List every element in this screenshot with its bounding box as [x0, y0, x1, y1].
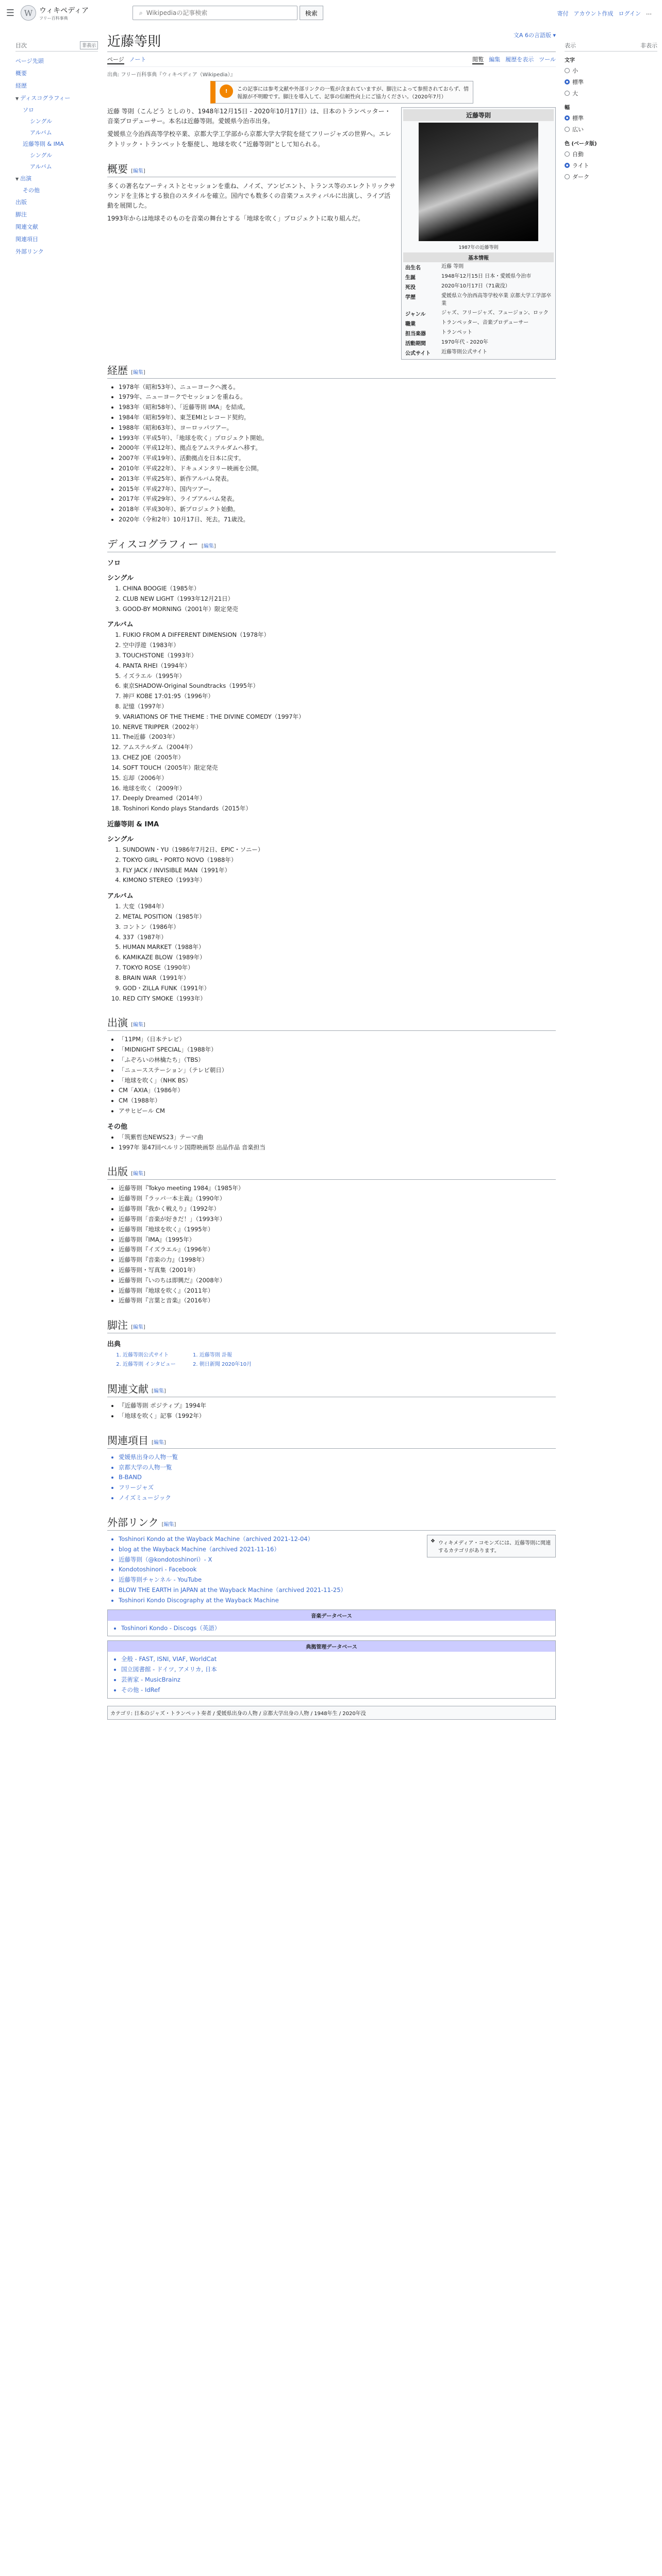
- appearance-item: • アサヒビール CM: [119, 1107, 556, 1116]
- external-link[interactable]: • blog at the Wayback Machine（archived 2021-11-16）: [119, 1545, 418, 1554]
- edit-link[interactable]: 編集: [153, 1388, 164, 1395]
- infobox-key: 担当楽器: [405, 331, 426, 337]
- infobox-row: [403, 272, 554, 282]
- infobox-key: 学歴: [405, 295, 416, 300]
- infobox-key: 活動期間: [405, 341, 426, 347]
- option-label: 広い: [572, 126, 584, 133]
- single-item: 4. KIMONO STEREO（1993年）: [123, 876, 556, 885]
- related-link[interactable]: • フリージャズ: [119, 1483, 556, 1493]
- literature-item: • 『近藤等則 ポジティブ』1994年: [119, 1401, 556, 1411]
- external-link[interactable]: • 近藤等則チャンネル - YouTube: [119, 1575, 418, 1585]
- publication-item: • 近藤等則『イズラエル』（1996年）: [119, 1245, 556, 1255]
- infobox-key: ジャンル: [405, 312, 426, 317]
- publication-item: • 近藤等則「音楽が好きだ！」（1993年）: [119, 1215, 556, 1224]
- music-db-navbox: [107, 1609, 556, 1637]
- language-button[interactable]: 文A 6の言語版 ▾: [513, 32, 556, 39]
- text-size-option[interactable]: [565, 88, 657, 99]
- toc-link[interactable]: シングル: [30, 118, 53, 125]
- related-link[interactable]: • ノイズミュージック: [119, 1494, 556, 1503]
- intro-paragraph: 近藤 等則（こんどう としのり、1948年12月15日 - 2020年10月17日）は、日本のトランペッター・音楽プロデューサー。本名は近藤等則。愛媛県今治市出身。: [107, 108, 391, 125]
- infobox-key: 公式サイト: [405, 351, 431, 357]
- career-item: • 1988年（昭和63年）、ヨーロッパツアー。: [119, 423, 556, 433]
- single-item: 3. FLY JACK / INVISIBLE MAN（1991年）: [123, 866, 556, 875]
- appearance-title: 表示: [565, 42, 576, 49]
- site-header: [0, 0, 662, 26]
- overview-text-2: 1993年からは地球そのものを音楽の舞台とする「地球を吹く」プロジェクトに取り組んだ。: [107, 215, 365, 223]
- appearance-panel: [565, 41, 657, 182]
- publication-item: • 近藤等則『地球を吹く』（1995年）: [119, 1225, 556, 1234]
- text-size-label: 文字: [565, 58, 575, 63]
- album-item: 1. 大変（1984年）: [123, 902, 556, 911]
- album-item: 7. TOKYO ROSE（1990年）: [123, 963, 556, 973]
- career-item: • 2010年（平成22年）、ドキュメンタリー映画を公開。: [119, 464, 556, 473]
- appearance-item: • 「ニュースステーション」（テレビ朝日）: [119, 1066, 556, 1075]
- authority-link[interactable]: • その他 - IdRef: [121, 1686, 553, 1695]
- infobox-value: トランペッター、音楽プロデューサー: [441, 320, 529, 326]
- color-option[interactable]: [565, 171, 657, 182]
- authority-link[interactable]: • 国立図書館 - ドイツ, アメリカ, 日本: [121, 1665, 553, 1674]
- related-list: [119, 1453, 556, 1503]
- option-label: 小: [572, 67, 578, 74]
- album-item: 13. CHEZ JOE（2005年）: [123, 753, 556, 762]
- heading-career: 経歴 [編集]: [107, 362, 556, 379]
- infobox-row: [403, 328, 554, 338]
- toc-list: [15, 55, 98, 258]
- category-box[interactable]: カテゴリ: 日本のジャズ・トランペット奏者 / 愛媛県出身の人物 / 京都大学出身の人物 / 1948年生 / 2020年没: [107, 1706, 556, 1720]
- toc-item[interactable]: [15, 115, 98, 127]
- width-option[interactable]: [565, 124, 657, 135]
- option-label: 標準: [572, 79, 584, 86]
- toc-item[interactable]: [15, 184, 98, 196]
- toc-item[interactable]: [15, 104, 98, 115]
- album-item: 10. RED CITY SMOKE（1993年）: [123, 994, 556, 1004]
- heading-overview: 概要 [編集]: [107, 161, 396, 177]
- infobox: [401, 107, 556, 360]
- text-size-option[interactable]: [565, 65, 657, 76]
- toc-item[interactable]: [15, 221, 98, 233]
- toc-item[interactable]: [15, 208, 98, 221]
- toc-hide-button[interactable]: 非表示: [80, 41, 98, 49]
- toc-link[interactable]: アルバム: [30, 163, 52, 170]
- globe-icon: W: [21, 5, 36, 21]
- authority-link[interactable]: • 芸術家 - MusicBrainz: [121, 1675, 553, 1685]
- related-link[interactable]: • 京都大学の人物一覧: [119, 1463, 556, 1472]
- album-item: 2. 空中浮遊（1983年）: [123, 641, 556, 650]
- edit-link[interactable]: 編集: [133, 1325, 143, 1331]
- single-item: 2. CLUB NEW LIGHT（1993年12月21日）: [123, 595, 556, 604]
- career-item: • 1983年（昭和58年）、「近藤等則 IMA」を結成。: [119, 403, 556, 412]
- album-item: 18. Toshinori Kondo plays Standards（2015年）: [123, 804, 556, 814]
- toc-link[interactable]: 脚注: [15, 211, 27, 218]
- authority-navbox: [107, 1640, 556, 1698]
- heading-solo-singles: シングル: [107, 574, 134, 582]
- appearance-item: • CM（1988年）: [119, 1096, 556, 1106]
- heading-solo: ソロ: [107, 559, 121, 567]
- toc-item[interactable]: [15, 55, 98, 67]
- infobox-value: 1970年代 - 2020年: [441, 340, 488, 345]
- option-label: 大: [572, 90, 578, 97]
- career-item: • 2018年（平成30年）、新プロジェクト始動。: [119, 505, 556, 514]
- radio-button[interactable]: [565, 127, 570, 132]
- commons-icon: ❖: [431, 1538, 435, 1544]
- toc-link[interactable]: 経歴: [15, 82, 27, 89]
- option-label: ライト: [572, 162, 589, 169]
- edit-link[interactable]: 編集: [133, 168, 143, 174]
- single-item: 1. CHINA BOOGIE（1985年）: [123, 584, 556, 594]
- appearance-item: • 「MIDNIGHT SPECIAL」（1988年）: [119, 1045, 556, 1055]
- career-list: [119, 383, 556, 524]
- radio-button[interactable]: [565, 115, 570, 121]
- album-item: 7. 神戸 KOBE 17:01:95（1996年）: [123, 692, 556, 701]
- album-item: 1. FUKIO FROM A DIFFERENT DIMENSION（1978年）: [123, 631, 556, 640]
- ima-singles-list: [123, 845, 556, 885]
- infobox-value: トランペット: [441, 330, 472, 335]
- infobox-key: 生誕: [405, 275, 416, 281]
- heading-related: 関連項目 [編集]: [107, 1432, 556, 1449]
- reference-item[interactable]: 2. 朝日新聞 2020年10月: [200, 1361, 252, 1369]
- search-input[interactable]: [133, 6, 297, 20]
- color-option[interactable]: [565, 148, 657, 160]
- reference-item[interactable]: 1. 近藤等則 訃報: [200, 1351, 252, 1360]
- toc-item[interactable]: [15, 149, 98, 161]
- toc-item[interactable]: [15, 92, 98, 104]
- toc-title: 目次: [15, 42, 27, 49]
- heading-ima-singles: シングル: [107, 835, 134, 843]
- album-item: 16. 地球を吹く（2009年）: [123, 784, 556, 793]
- appearance-item: • 「11PM」（日本テレビ）: [119, 1035, 556, 1044]
- toc-link[interactable]: ページ先頭: [15, 58, 44, 64]
- infobox-value: 近藤 等則: [441, 264, 464, 269]
- album-item: 17. Deeply Dreamed（2014年）: [123, 794, 556, 803]
- tab-page[interactable]: ページ: [107, 55, 124, 64]
- appearance-item: • 「地球を吹く」（NHK BS）: [119, 1076, 556, 1086]
- logo-title: ウィキペディア: [39, 6, 89, 15]
- references-left: [123, 1350, 176, 1369]
- heading-discography: ディスコグラフィー [編集]: [107, 536, 556, 552]
- album-item: 2. METAL POSITION（1985年）: [123, 912, 556, 922]
- tab-talk[interactable]: ノート: [129, 56, 146, 63]
- career-item: • 2017年（平成29年）、ライブアルバム発表。: [119, 495, 556, 504]
- single-item: 1. SUNDOWN・YU（1986年7月2日、EPIC・ソニー）: [123, 845, 556, 855]
- toc-item[interactable]: [15, 138, 98, 149]
- publication-item: • 近藤等則『地球を吹く』（2011年）: [119, 1286, 556, 1296]
- heading-literature: 関連文献 [編集]: [107, 1381, 556, 1397]
- infobox-row: [403, 338, 554, 348]
- toc-item[interactable]: [15, 79, 98, 92]
- toc-link[interactable]: シングル: [30, 152, 53, 159]
- option-label: ダーク: [572, 174, 589, 180]
- toc-item[interactable]: [15, 233, 98, 245]
- intro-paragraph-2: 愛媛県立今治西高等学校卒業、京都大学工学部から京都大学大学院を経てフリージャズの世界へ。エレクトリック・トランペットを駆使し、地球を吹く“近藤等則”として知られる。: [107, 130, 392, 148]
- toc-link[interactable]: 外部リンク: [15, 248, 44, 255]
- external-link[interactable]: • Toshinori Kondo Discography at the Wayback Machine: [119, 1596, 418, 1605]
- toc-link[interactable]: その他: [23, 187, 40, 194]
- literature-list: [119, 1401, 556, 1421]
- album-item: 3. コントン（1986年）: [123, 923, 556, 932]
- toc-item[interactable]: [15, 127, 98, 138]
- commons-box: [427, 1535, 556, 1557]
- width-option[interactable]: [565, 112, 657, 124]
- portrait-photo[interactable]: [419, 123, 538, 241]
- site-logo[interactable]: [21, 5, 129, 21]
- color-label: 色 (ベータ版): [565, 141, 597, 147]
- more-menu-icon[interactable]: …: [646, 9, 652, 16]
- donate-link[interactable]: 寄付: [557, 10, 569, 17]
- radio-button[interactable]: [565, 91, 570, 96]
- edit-link[interactable]: 編集: [133, 1171, 143, 1177]
- infobox-table: [403, 262, 554, 358]
- search-button[interactable]: 検索: [300, 6, 323, 20]
- navbox-title: 典拠管理データベース: [108, 1641, 555, 1652]
- external-link[interactable]: • Kondotoshinori - Facebook: [119, 1565, 418, 1574]
- related-link[interactable]: • 愛媛県出身の人物一覧: [119, 1453, 556, 1462]
- ima-albums-list: [123, 902, 556, 1003]
- literature-item: • 「地球を吹く」記事（1992年）: [119, 1412, 556, 1421]
- warning-icon: !: [220, 84, 233, 98]
- appearance-hide[interactable]: 非表示: [640, 42, 657, 49]
- toc-link[interactable]: 関連項目: [15, 236, 38, 243]
- toc-item[interactable]: [15, 245, 98, 258]
- user-tools: [557, 9, 652, 18]
- tab-read[interactable]: 閲覧: [472, 55, 484, 64]
- publication-item: • 近藤等則『いのちは即興だ』（2008年）: [119, 1276, 556, 1285]
- toc-link[interactable]: ソロ: [23, 107, 34, 113]
- infobox-section: 基本情報: [403, 252, 554, 262]
- radio-button[interactable]: [565, 174, 570, 179]
- career-item: • 1984年（昭和59年）、東芝EMIとレコード契約。: [119, 413, 556, 422]
- heading-notes: 脚注 [編集]: [107, 1317, 556, 1333]
- main-menu-icon[interactable]: ☰: [6, 7, 15, 19]
- photo-caption: 1987年の近藤等則: [458, 245, 499, 250]
- main-content: [107, 31, 556, 1720]
- publications-list: [119, 1184, 556, 1306]
- maintenance-notice: [210, 81, 473, 104]
- single-item: 3. GOOD-BY MORNING（2001年）限定発売: [123, 605, 556, 614]
- album-item: 12. アムステルダム（2004年）: [123, 743, 556, 752]
- infobox-key: 出生名: [405, 265, 421, 271]
- career-item: • 2013年（平成25年）、新作アルバム発表。: [119, 474, 556, 484]
- album-item: 9. VARIATIONS OF THE THEME : THE DIVINE COMEDY（1997年）: [123, 713, 556, 722]
- toc-link[interactable]: 出演: [20, 175, 32, 182]
- edit-link[interactable]: 編集: [133, 369, 143, 376]
- career-item: • 2000年（平成12年）、拠点をアムステルダムへ移す。: [119, 444, 556, 453]
- reference-item[interactable]: 2. 近藤等則 インタビュー: [123, 1361, 176, 1369]
- infobox-row: [403, 318, 554, 328]
- create-account-link[interactable]: アカウント作成: [573, 10, 614, 17]
- infobox-key: 死没: [405, 285, 416, 291]
- overview-text: 多くの著名なアーティストとセッションを重ね、ノイズ、アンビエント、トランス等のエレクトリックサウンドを主体とする独自のスタイルを確立。国内でも数多くの音楽フェスティバルに出演し、ライブ活動を展開した。: [107, 182, 395, 210]
- heading-ima-albums: アルバム: [107, 892, 134, 901]
- toc-sidebar: [15, 41, 98, 258]
- album-item: 15. 忘却（2006年）: [123, 774, 556, 783]
- search-icon: ⌕: [139, 9, 143, 16]
- edit-link[interactable]: 編集: [133, 1022, 143, 1028]
- edit-link[interactable]: 編集: [163, 1521, 174, 1528]
- heading-ima: 近藤等則 & IMA: [107, 820, 159, 828]
- tab-history[interactable]: 履歴を表示: [505, 56, 534, 63]
- publication-item: • 近藤等則『Tokyo meeting 1984』（1985年）: [119, 1184, 556, 1193]
- navbox-title: 音楽データベース: [108, 1610, 555, 1621]
- related-link[interactable]: • B-BAND: [119, 1473, 556, 1482]
- references-right: [200, 1350, 252, 1369]
- search-form: [129, 6, 323, 20]
- toc-item[interactable]: [15, 172, 98, 184]
- option-label: 標準: [572, 115, 584, 122]
- career-item: • 2020年（令和2年）10月17日、死去。71歳没。: [119, 515, 556, 524]
- heading-external: 外部リンク [編集]: [107, 1514, 556, 1531]
- album-item: 6. KAMIKAZE BLOW（1989年）: [123, 953, 556, 962]
- toc-link[interactable]: 出版: [15, 199, 27, 206]
- appearance-item: • CM「AXIA」（1986年）: [119, 1086, 556, 1095]
- album-item: 8. BRAIN WAR（1991年）: [123, 974, 556, 983]
- career-item: • 1979年、ニューヨークでセッションを重ねる。: [119, 393, 556, 402]
- page-title: 近藤等則: [107, 31, 556, 52]
- infobox-value: 愛媛県立今治西高等学校卒業 京都大学工学部卒業: [441, 293, 552, 307]
- text-size-option[interactable]: [565, 76, 657, 88]
- infobox-value: 1948年12月15日 日本・愛媛県今治市: [441, 274, 532, 279]
- infobox-value: ジャズ、フリージャズ、フュージョン、ロック: [441, 310, 549, 316]
- infobox-value: 2020年10月17日（71歳没）: [441, 283, 510, 289]
- database-link[interactable]: • Toshinori Kondo - Discogs（英語）: [121, 1624, 553, 1633]
- toc-link[interactable]: アルバム: [30, 129, 52, 136]
- tab-edit[interactable]: 編集: [489, 56, 501, 63]
- external-link[interactable]: • Toshinori Kondo at the Wayback Machine（archived 2021-12-04）: [119, 1535, 418, 1544]
- authority-link[interactable]: • 全般 - FAST, ISNI, VIAF, WorldCat: [121, 1655, 553, 1664]
- width-label: 幅: [565, 105, 570, 111]
- publication-item: • 近藤等則『言葉と音楽』（2016年）: [119, 1296, 556, 1306]
- external-link[interactable]: • BLOW THE EARTH in JAPAN at the Wayback Machine（archived 2021-11-25）: [119, 1586, 418, 1595]
- publication-item: • 近藤等則『IMA』（1995年）: [119, 1235, 556, 1245]
- toc-link[interactable]: ディスコグラフィー: [20, 95, 71, 101]
- radio-button[interactable]: [565, 163, 570, 168]
- appearance-item: • 「ふぞろいの林檎たち」（TBS）: [119, 1056, 556, 1065]
- publication-item: • 近藤等則『我かく戦えり』（1992年）: [119, 1205, 556, 1214]
- infobox-row: [403, 282, 554, 292]
- heading-solo-albums: アルバム: [107, 621, 134, 629]
- infobox-title: 近藤等則: [403, 109, 554, 121]
- publication-item: • 近藤等則・写真集（2001年）: [119, 1266, 556, 1275]
- publication-item: • 近藤等則『音楽の力』（1998年）: [119, 1256, 556, 1265]
- infobox-row: [403, 348, 554, 358]
- publication-item: • 近藤等則『ラッパ一本主義』（1990年）: [119, 1194, 556, 1204]
- chevron-down-icon[interactable]: ▼: [15, 96, 19, 101]
- album-item: 8. 記憶（1997年）: [123, 702, 556, 711]
- album-item: 9. GOD・ZILLA FUNK（1991年）: [123, 984, 556, 993]
- reference-item[interactable]: 1. 近藤等則公式サイト: [123, 1351, 176, 1360]
- infobox-row: [403, 262, 554, 272]
- album-item: 4. PANTA RHEI（1994年）: [123, 662, 556, 671]
- other-item: • 1997年 第47回ベルリン国際映画祭 出品作品 音楽担当: [119, 1143, 556, 1153]
- logo-subtitle: フリー百科事典: [39, 15, 68, 21]
- solo-albums-list: [123, 631, 556, 814]
- notice-text: この記事には参考文献や外部リンクの一覧が含まれていますが、脚注によって参照されておらず、情報源が不明瞭です。脚注を導入して、記事の信頼性向上にご協力ください。（2020年7月）: [237, 87, 469, 100]
- toc-item[interactable]: [15, 161, 98, 172]
- radio-button[interactable]: [565, 151, 570, 157]
- album-item: 6. 東京SHADOW-Original Soundtracks（1995年）: [123, 682, 556, 691]
- toc-link[interactable]: 近藤等則 & IMA: [23, 141, 64, 147]
- other-list: [119, 1133, 556, 1153]
- external-link[interactable]: • 近藤等則（@kondotoshinori）- X: [119, 1555, 418, 1565]
- chevron-down-icon[interactable]: ▼: [15, 177, 19, 181]
- toc-link[interactable]: 概要: [15, 70, 27, 77]
- toc-link[interactable]: 関連文献: [15, 224, 38, 230]
- edit-link[interactable]: 編集: [203, 543, 214, 549]
- commons-text: ウィキメディア・コモンズには、近藤等則に関連するカテゴリがあります。: [438, 1540, 551, 1554]
- infobox-key: 職業: [405, 321, 416, 327]
- toc-item[interactable]: [15, 67, 98, 79]
- career-item: • 2015年（平成27年）、国内ツアー。: [119, 485, 556, 494]
- radio-button[interactable]: [565, 79, 570, 84]
- heading-other: その他: [107, 1123, 128, 1131]
- career-item: • 2007年（平成19年）、活動拠点を日本に戻す。: [119, 454, 556, 463]
- album-item: 10. NERVE TRIPPER（2002年）: [123, 723, 556, 732]
- album-item: 14. SOFT TOUCH（2005年）限定発売: [123, 764, 556, 773]
- career-item: • 1978年（昭和53年）、ニューヨークへ渡る。: [119, 383, 556, 392]
- album-item: 4. 337（1987年）: [123, 933, 556, 942]
- infobox-row: [403, 309, 554, 318]
- career-item: • 1993年（平成5年）、「地球を吹く」プロジェクト開始。: [119, 434, 556, 443]
- heading-sources: 出典: [107, 1341, 121, 1349]
- from-wikipedia: 出典: フリー百科事典『ウィキペディア（Wikipedia）』: [107, 72, 236, 78]
- radio-button[interactable]: [565, 68, 570, 73]
- edit-link[interactable]: 編集: [153, 1439, 164, 1446]
- heading-publications: 出版 [編集]: [107, 1163, 556, 1180]
- tab-tools[interactable]: ツール: [539, 56, 556, 63]
- option-label: 自動: [572, 151, 584, 158]
- infobox-value: 近藤等則公式サイト: [441, 349, 488, 355]
- infobox-row: [403, 292, 554, 309]
- album-item: 11. The近藤（2003年）: [123, 733, 556, 742]
- appearances-list: [119, 1035, 556, 1116]
- solo-singles-list: [123, 584, 556, 614]
- color-option[interactable]: [565, 160, 657, 171]
- heading-appearances: 出演 [編集]: [107, 1014, 556, 1031]
- album-item: 3. TOUCHSTONE（1993年）: [123, 651, 556, 660]
- album-item: 5. HUMAN MARKET（1988年）: [123, 943, 556, 952]
- toc-item[interactable]: [15, 196, 98, 208]
- other-item: • 「筑紫哲也NEWS23」テーマ曲: [119, 1133, 556, 1142]
- album-item: 5. イズラエル（1995年）: [123, 672, 556, 681]
- external-links-list: [119, 1535, 418, 1605]
- single-item: 2. TOKYO GIRL・PORTO NOVO（1988年）: [123, 856, 556, 865]
- login-link[interactable]: ログイン: [618, 10, 641, 17]
